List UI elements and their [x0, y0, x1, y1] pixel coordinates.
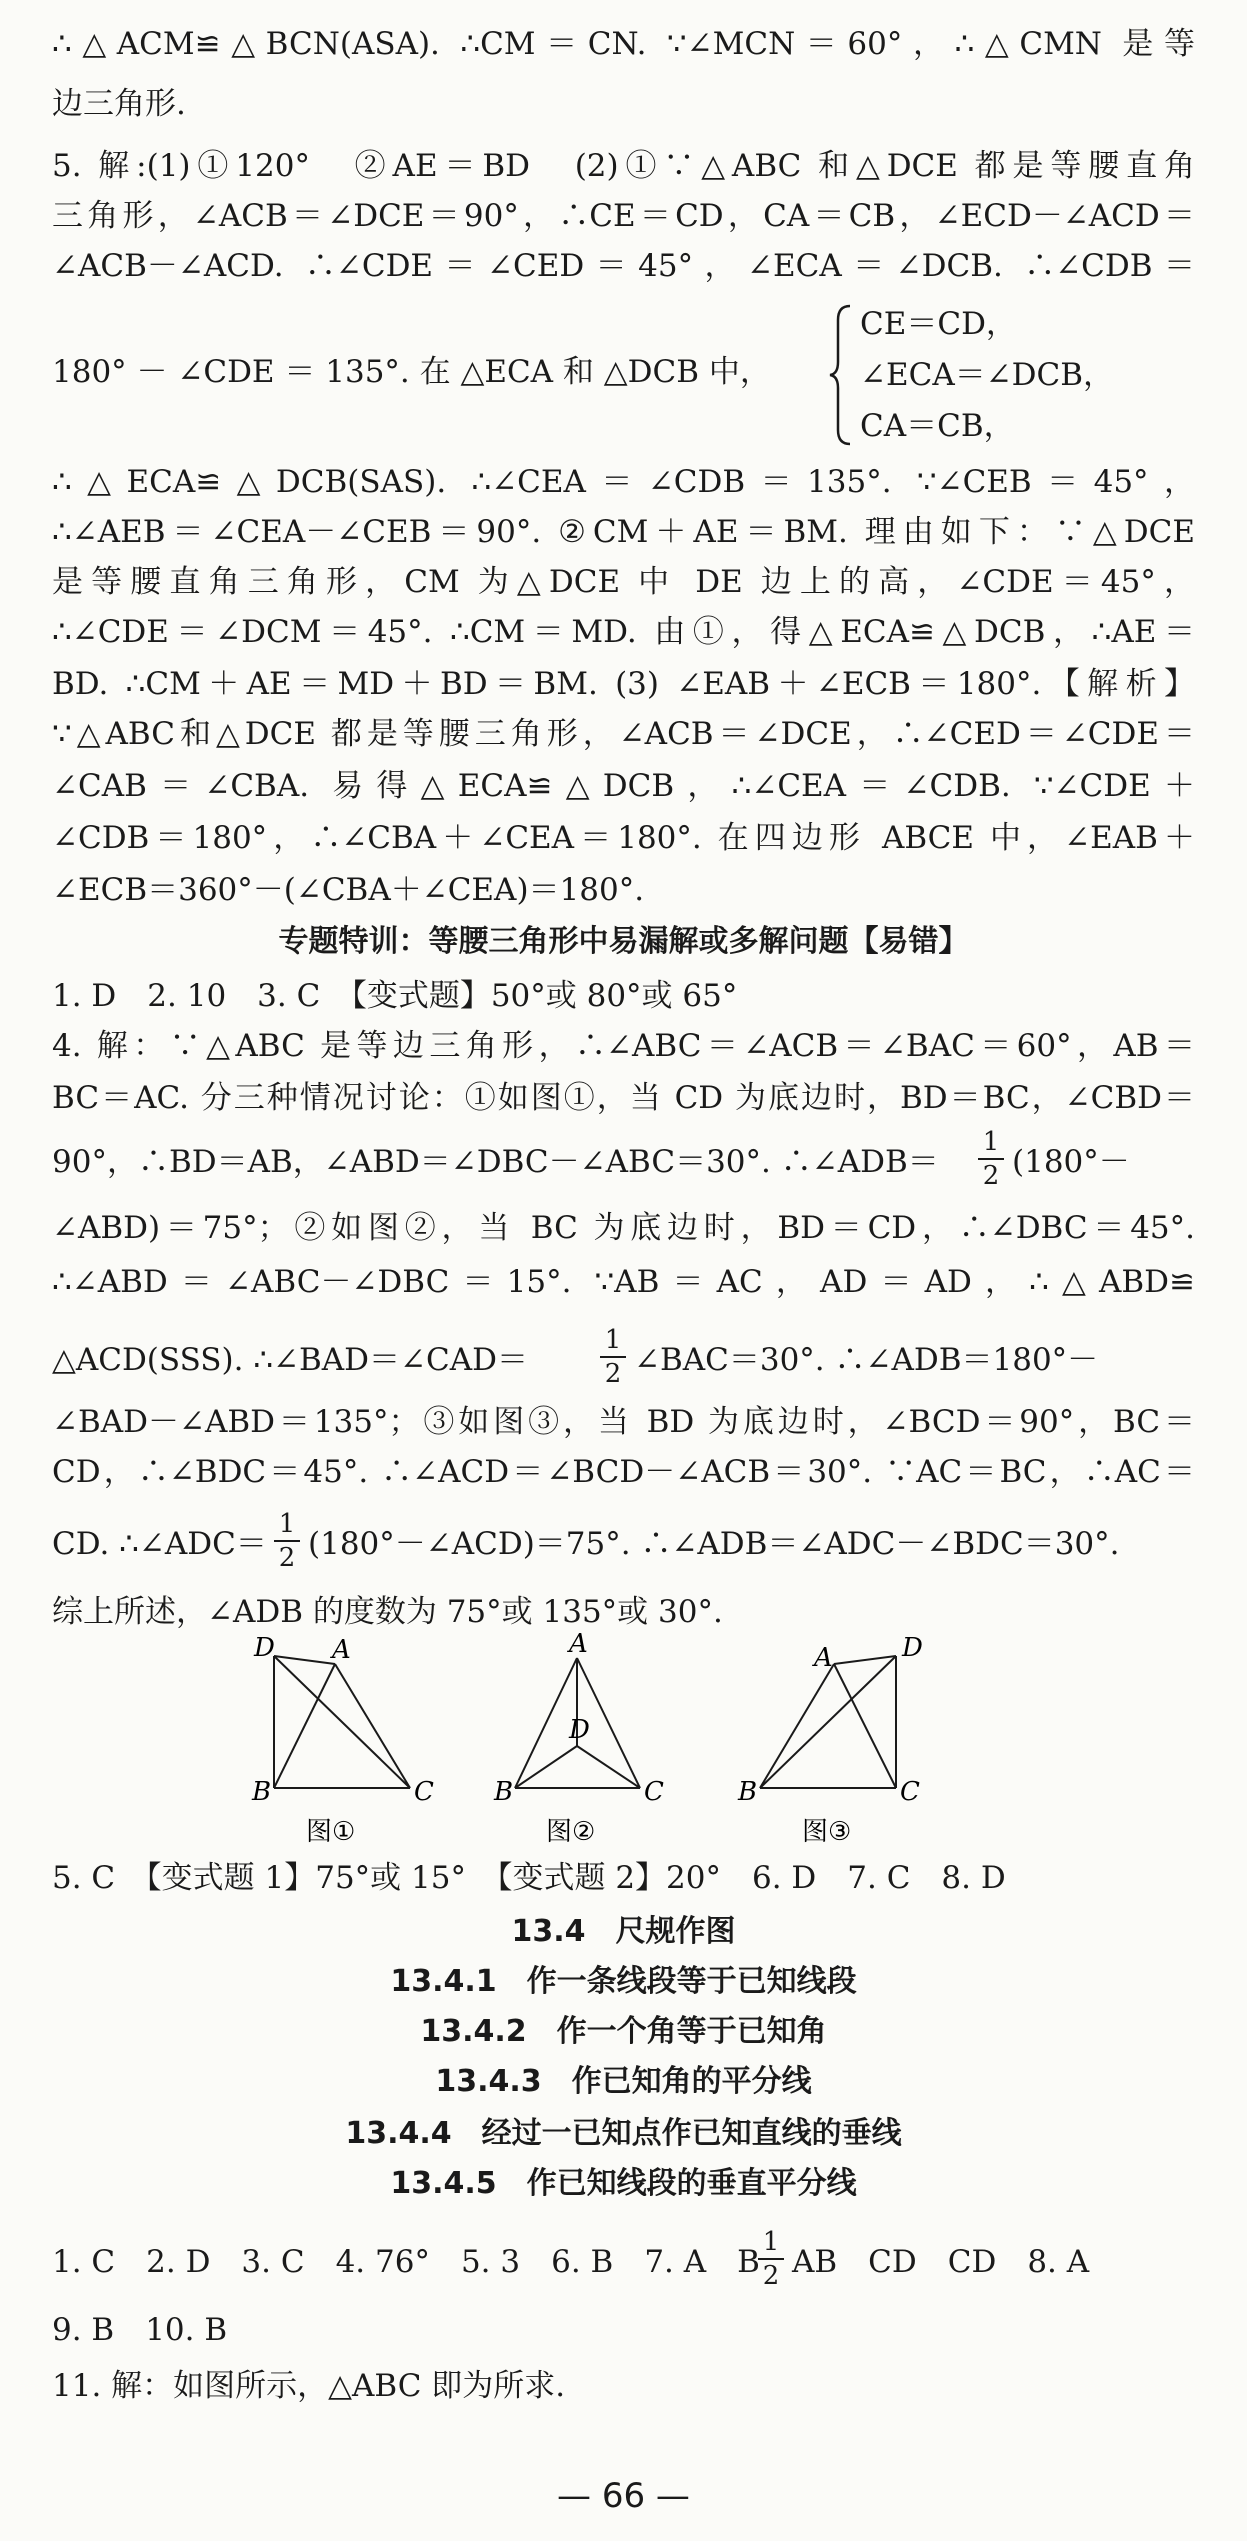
text-line: ∴∠CDE＝∠DCM＝45°. ∴CM＝MD. 由①，得△ECA≌△DCB，∴AE＝ [52, 614, 1195, 650]
fig1-label-d: D [254, 1633, 275, 1663]
brace-icon [828, 300, 856, 450]
subsection-title: 13.4.5 作已知线段的垂直平分线 [390, 2166, 857, 2201]
subsection-title: 13.4.3 作已知角的平分线 [435, 2064, 812, 2099]
fraction [274, 1508, 300, 1574]
subsection-title: 13.4.2 作一个角等于已知角 [420, 2014, 827, 2049]
equation-system [828, 300, 1208, 450]
text-line: ∴△ACM≌△BCN(ASA). ∴CM＝CN. ∵∠MCN＝60°，∴△CMN 是等 [52, 26, 1195, 62]
text-line: 4. 解：∵△ABC 是等边三角形，∴∠ABC＝∠ACB＝∠BAC＝60°，AB＝ [52, 1028, 1195, 1064]
text-line: ∠ECB＝360°－(∠CBA＋∠CEA)＝180°. [52, 872, 645, 908]
geometry-figures [240, 1628, 1020, 1848]
fraction-numerator: 1 [758, 2226, 784, 2260]
subsection-title: 13.4.4 经过一已知点作已知直线的垂线 [345, 2116, 902, 2151]
text-segment: △ACD(SSS). ∴∠BAD＝∠CAD＝ [52, 1342, 528, 1378]
fraction-numerator: 1 [978, 1126, 1004, 1160]
text-segment: AB CD CD 8. A [792, 2244, 1090, 2280]
fig1-label-b: B [252, 1777, 272, 1807]
text-segment: 90°，∴BD＝AB，∠ABD＝∠DBC－∠ABC＝30°. ∴∠ADB＝ [52, 1144, 939, 1180]
fig3-label-b: B [738, 1777, 758, 1807]
fraction-denominator: 2 [278, 1543, 296, 1573]
text-line: 180° － ∠CDE ＝ 135°. 在 △ECA 和 △DCB 中， [52, 354, 771, 390]
text-line: ∴∠AEB＝∠CEA－∠CEB＝90°. ②CM＋AE＝BM. 理由如下：∵△DCE [52, 514, 1195, 550]
fig3-label-d: D [902, 1633, 923, 1663]
text-line: ∴△ECA≌△DCB(SAS). ∴∠CEA＝∠CDB＝135°. ∵∠CEB＝45°， [52, 464, 1195, 500]
section-title: 专题特训：等腰三角形中易漏解或多解问题【易错】 [278, 924, 969, 959]
fraction-numerator: 1 [600, 1324, 626, 1358]
text-segment: CD. ∴∠ADC＝ [52, 1526, 267, 1562]
fraction [978, 1126, 1004, 1192]
system-row: CA＝CB， [860, 408, 1015, 444]
fig3-caption: 图③ [802, 1817, 852, 1847]
fig2-caption: 图② [546, 1817, 596, 1847]
figure-3 [760, 1656, 896, 1788]
text-line: ∵△ABC和△DCE 都是等腰三角形，∠ACB＝∠DCE，∴∠CED＝∠CDE＝ [52, 716, 1195, 752]
fig2-label-d: D [569, 1715, 590, 1745]
fig2-label-c: C [644, 1777, 664, 1807]
fraction [600, 1324, 626, 1390]
fig3-label-a: A [814, 1643, 833, 1673]
text-line: 三角形，∠ACB＝∠DCE＝90°，∴CE＝CD，CA＝CB，∠ECD－∠ACD＝ [52, 198, 1195, 234]
fraction-denominator: 2 [604, 1359, 622, 1389]
text-line: 是等腰直角三角形，CM 为△DCE 中 DE 边上的高，∠CDE＝45°， [52, 564, 1195, 600]
text-line: 9. B 10. B [52, 2312, 228, 2348]
text-segment: ∠BAC＝30°. ∴∠ADB＝180°－ [634, 1342, 1099, 1378]
text-line: 边三角形. [52, 86, 186, 122]
text-line: BC＝AC. 分三种情况讨论：①如图①，当 CD 为底边时，BD＝BC，∠CBD＝ [52, 1080, 1195, 1116]
fraction-line [52, 2227, 1195, 2294]
text-line: ∠BAD－∠ABD＝135°；③如图③，当 BD 为底边时，∠BCD＝90°，BC＝ [52, 1404, 1195, 1440]
fraction-denominator: 2 [762, 2261, 780, 2291]
fraction-line [52, 1509, 1195, 1574]
fraction-denominator: 2 [982, 1161, 1000, 1191]
subsection-title: 13.4.1 作一条线段等于已知线段 [390, 1964, 857, 1999]
text-line: 综上所述，∠ADB 的度数为 75°或 135°或 30°. [52, 1594, 723, 1630]
fig2-label-b: B [494, 1777, 514, 1807]
system-row: ∠ECA＝∠DCB， [860, 357, 1115, 393]
fraction-line [52, 1325, 1195, 1390]
figures-svg [240, 1628, 1020, 1848]
fig1-label-c: C [414, 1777, 434, 1807]
text-line: ∴∠ABD＝∠ABC－∠DBC＝15°. ∵AB＝AC，AD＝AD，∴△ABD≌ [52, 1264, 1195, 1300]
fig1-caption: 图① [306, 1817, 356, 1847]
text-segment: 1. C 2. D 3. C 4. 76° 5. 3 6. B 7. A B [52, 2244, 760, 2280]
text-line: CD，∴∠BDC＝45°. ∴∠ACD＝∠BCD－∠ACB＝30°. ∵AC＝BC，∴AC＝ [52, 1454, 1195, 1490]
page-number: — 66 — [557, 2476, 690, 2516]
text-line: 5. C 【变式题 1】75°或 15° 【变式题 2】20° 6. D 7. C 8. D [52, 1860, 1006, 1896]
text-line: ∠CDB＝180°，∴∠CBA＋∠CEA＝180°. 在四边形 ABCE 中，∠EAB＋ [52, 820, 1195, 856]
fraction [758, 2226, 784, 2292]
text-line: 5. 解:(1)①120° ②AE＝BD (2)①∵△ABC 和△DCE 都是等腰直角 [52, 148, 1195, 184]
fig2-label-a: A [569, 1629, 588, 1659]
text-line: 1. D 2. 10 3. C 【变式题】50°或 80°或 65° [52, 978, 738, 1014]
text-line: ∠CAB＝∠CBA. 易得△ECA≌△DCB，∴∠CEA＝∠CDB. ∵∠CDE＋ [52, 768, 1195, 804]
text-line: 11. 解：如图所示，△ABC 即为所求. [52, 2368, 566, 2404]
text-segment: (180°－ [1012, 1144, 1130, 1180]
system-row: CE＝CD， [860, 306, 1017, 342]
text-line: ∠ACB－∠ACD. ∴∠CDE＝∠CED＝45°，∠ECA＝∠DCB. ∴∠CDB＝ [52, 248, 1195, 284]
fig3-label-c: C [900, 1777, 920, 1807]
text-line: ∠ABD)＝75°；②如图②，当 BC 为底边时，BD＝CD，∴∠DBC＝45°. [52, 1210, 1195, 1246]
text-line: BD. ∴CM＋AE＝MD＋BD＝BM. (3) ∠EAB＋∠ECB＝180°.【解析】 [52, 666, 1195, 702]
fraction-line [52, 1127, 1195, 1192]
text-segment: (180°－∠ACD)＝75°. ∴∠ADB＝∠ADC－∠BDC＝30°. [308, 1526, 1120, 1562]
fraction-numerator: 1 [274, 1508, 300, 1542]
fig1-label-a: A [332, 1635, 351, 1665]
section-title: 13.4 尺规作图 [511, 1914, 736, 1949]
figure-1 [274, 1656, 410, 1788]
